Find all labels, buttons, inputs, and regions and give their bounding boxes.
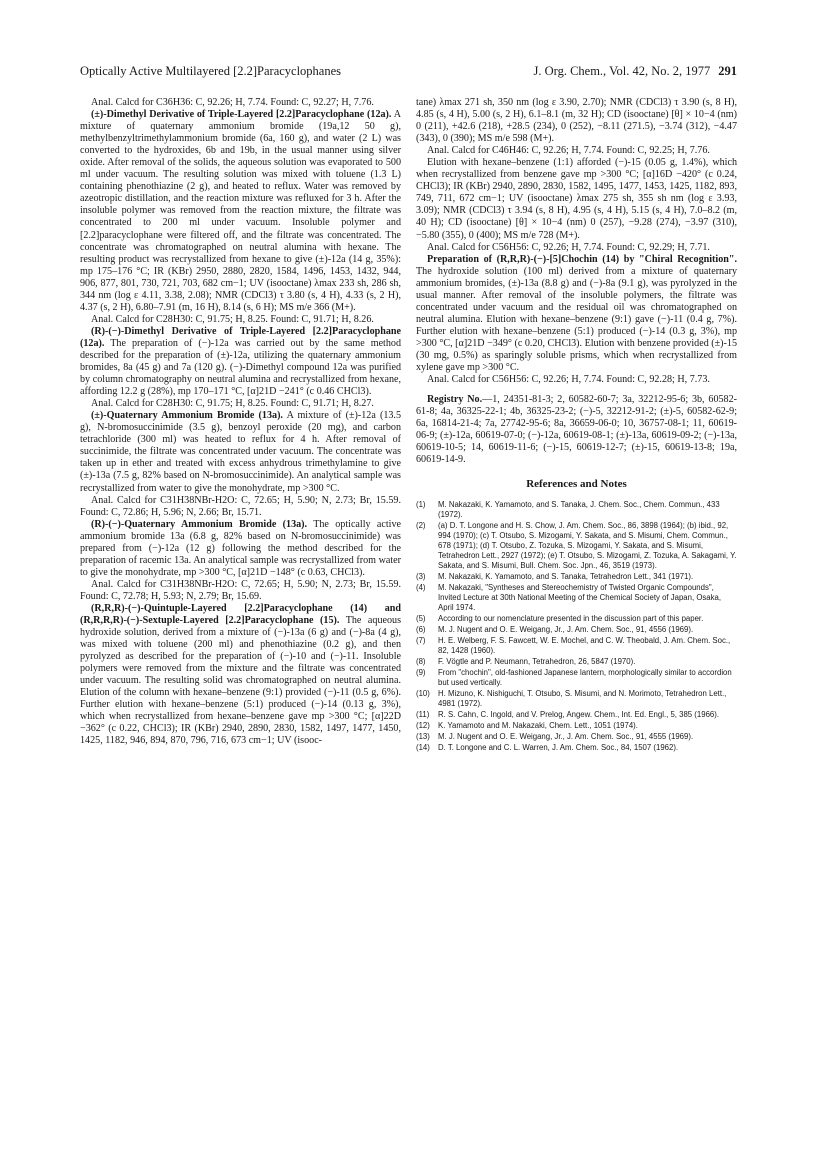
reference-number: (11) [416,710,430,720]
paragraph-text: The hydroxide solution (100 ml) derived from a mixture of quaternary ammonium bromides, (±)-13a (8.8 g) and (−)-8a (9.1 g), was pyrolyzed in the usual manner. After removal of the insoluble polymers, the filtrate was concentrated under vacuum and the residual oil was chromatographed on neutral alumina. Elution with hexane–benzene (9:1) gave (−)-11 (0.4 g, 7%). Further elution with hexane–benzene (5:1) produced (−)-14 (0.3 g, 3%), mp >300 °C, [α]21D −349° (c 0.20, CHCl3). Elution with benzene provided (±)-15 (30 mg, 0.5%) as sparingly soluble prisms, which when recrystallized from xylene gave mp >300 °C. [416,265,737,374]
paragraph-text: The aqueous hydroxide solution, derived from a mixture of (−)-13a (6 g) and (−)-8a (4 g), was mixed with toluene (200 ml) and phenothiazine (0.2 g), and then pyrolyzed as described for the preparation of (−)-10 and (−)-11. Insoluble polymers were removed from the mixture and the filtrate was concentrated under vacuum. The resulting solid was chromatographed on neutral alumina. Elution of the column with hexane–benzene (9:1) provided (−)-11 (0.5 g, 6%). Further elution with hexane–benzene (5:1) produced (−)-14 (0.13 g, 3%), which when recrystallized from hexane–benzene gave mp >300 °C; [α]22D −362° (c 0.22, CHCl3); IR (KBr) 2940, 2890, 2830, 1582, 1497, 1477, 1450, 1425, 1182, 946, 894, 870, 796, 716, 673 cm−1; UV (isooc- [80,615,401,747]
paragraph-text: Elution with hexane–benzene (1:1) afforded (−)-15 (0.05 g, 1.4%), which when recrystallized from benzene gave mp >300 °C; [α]16D −420° (c 0.24, CHCl3); IR (KBr) 2940, 2890, 2830, 1582, 1495, 1477, 1453, 1425, 1182, 893, 749, 711, 672 cm−1; UV (isooctane) λmax 275 sh, 355 sh nm (log ε 3.93, 3.09); NMR (CDCl3) τ 3.94 (s, 8 H), 4.95 (s, 4 H), 5.15 (s, 4 H), 7.0–8.2 (m, 40 H); CD (isooctane) [θ] × 10−4 (nm) 0 (257), −9.28 (274), −3.97 (310), −5.80 (355), 0 (400); MS m/e 728 (M+). [416,157,737,241]
reference-item [416,625,737,635]
paragraph [416,145,737,157]
paragraph [80,410,401,494]
registry-text: —1, 24351-81-3; 2, 60582-60-7; 3a, 32212-95-6; 3b, 60582-61-8; 4a, 36325-22-1; 4b, 36325-23-2; (−)-5, 32212-91-2; (±)-5, 60582-62-9; 6a, 16814-21-4; 7a, 27742-95-6; 8a, 36659-06-0; 10, 36757-08-1; 11, 60619-06-9; (±)-12a, 60619-07-0; (−)-12a, 60619-08-1; (±)-13a, 60619-09-2; (−)-13a, 60619-10-5; 14, 60619-11-6; (−)-15, 60619-12-7; (±)-15, 60619-13-8; 19a, 60619-14-9. [416,394,737,466]
references-list [416,500,737,753]
paragraph-text: Anal. Calcd for C28H30: C, 91.75; H, 8.25. Found: C, 91.71; H, 8.26. [91,313,374,325]
paragraph [80,495,401,519]
reference-text: D. T. Longone and C. L. Warren, J. Am. Chem. Soc., 84, 1507 (1962). [438,743,679,753]
paragraph [416,157,737,241]
reference-number: (13) [416,732,430,742]
reference-item [416,521,737,571]
reference-item [416,689,737,709]
reference-text: M. Nakazaki, "Syntheses and Stereochemistry of Twisted Organic Compounds", Invited Lecture at 30th National Meeting of the Chemical Society of Japan, Osaka, April 1974. [438,583,722,613]
reference-number: (2) [416,521,426,531]
paragraph-heading: (R)-(−)-Quaternary Ammonium Bromide (13a). [91,518,308,530]
reference-text: M. J. Nugent and O. E. Weigang, Jr., J. Am. Chem. Soc., 91, 4555 (1969). [438,732,694,742]
reference-item [416,657,737,667]
paragraph [416,242,737,254]
reference-number: (8) [416,657,426,667]
reference-text: R. S. Cahn, C. Ingold, and V. Prelog, Angew. Chem., Int. Ed. Engl., 5, 385 (1966). [438,710,719,720]
paragraph-text: Anal. Calcd for C31H38NBr-H2O: C, 72.65; H, 5.90; N, 2.73; Br, 15.59. Found: C, 72.86; H, 5.96; N, 2.66; Br, 15.71. [80,494,401,518]
paragraph [416,374,737,386]
paragraph-heading: (R,R,R)-(−)-Quintuple-Layered [2.2]Paracyclophane (14) and (R,R,R,R)-(−)-Sextuple-Layered [2.2]Paracyclophane (15). [80,602,401,627]
reference-text: F. Vögtle and P. Neumann, Tetrahedron, 26, 5847 (1970). [438,657,636,667]
paragraph [80,579,401,603]
paragraph [80,519,401,579]
paragraph [80,398,401,410]
right-column [416,97,737,1127]
paragraph-heading: Preparation of (R,R,R)-(−)-[5]Chochin (14) by "Chiral Recognition". [427,253,737,265]
reference-text: K. Yamamoto and M. Nakazaki, Chem. Lett., 1051 (1974). [438,721,638,731]
running-header [80,64,737,82]
paragraph-text: tane) λmax 271 sh, 350 nm (log ε 3.90, 2.70); NMR (CDCl3) τ 3.90 (s, 8 H), 4.85 (s, 4 H), 5.00 (s, 2 H), 6.1–8.1 (m, 32 H); CD (isooctane) [θ] × 10−4 (nm) 0 (211), +42.6 (218), +28.5 (234), 0 (252), −8.11 (271.5), −3.74 (312), −4.47 (343), 0 (390); MS m/e 598 (M+). [416,97,737,145]
left-column [80,97,401,1127]
paragraph-text: Anal. Calcd for C46H46: C, 92.26; H, 7.74. Found: C, 92.25; H, 7.76. [427,145,710,157]
reference-item [416,583,737,613]
reference-item [416,614,737,624]
reference-item [416,732,737,742]
paragraph [80,109,401,314]
reference-number: (6) [416,625,426,635]
page-number: 291 [718,64,737,78]
reference-item [416,500,737,520]
paragraph-text: Anal. Calcd for C28H30: C, 91.75; H, 8.25. Found: C, 91.71; H, 8.27. [91,398,374,410]
reference-item [416,721,737,731]
journal-citation [533,64,737,79]
paragraph-text: A mixture of quaternary ammonium bromide (19a,12 50 g), methylbenzyltrimethylammonium bromide (6a, 160 g), and water (2 L) was converted to the hydroxides, 6b and 19b, in the usual manner using silver oxide. After removal of the solids, the aqueous solution was evaporated to 500 ml under vacuum. The resulting solution was mixed with toluene (1.3 L) containing phenothiazine (2 g), and heated to reflux. Water was removed by azeotropic distillation, and the reaction mixture was refluxed for 3 h. After the insoluble polymer was removed from the reaction mixture, the filtrate was concentrated to 200 ml under vacuum. Insoluble polymer and [2.2]paracyclophane were filtered off, and the filtrate was concentrated. The concentrate was chromatographed on neutral alumina with hexane. The resulting product was recrystallized from hexane to give (±)-12a (14 g, 35%): mp 175–176 °C; IR (KBr) 2950, 2880, 2820, 1584, 1496, 1453, 1432, 944, 906, 877, 801, 730, 721, 703, 682 cm−1; UV (isooctane) λmax 233 sh, 286 sh, 344 nm (log ε 4.11, 3.38, 2.08); NMR (CDCl3) τ 3.80 (s, 4 H), 4.33 (s, 2 H), 4.37 (s, 2 H), 6.80–7.91 (m, 16 H), 8.14 (s, 6 H); MS m/e 366 (M+). [80,109,401,313]
paragraph [80,603,401,748]
reference-item [416,710,737,720]
paragraph [416,97,737,145]
journal-name: J. Org. Chem., Vol. 42, No. 2, 1977 [533,64,711,78]
paragraph-text: A mixture of (±)-12a (13.5 g), N-bromosuccinimide (3.5 g), benzoyl peroxide (20 mg), and carbon tetrachloride (300 ml) was heated to reflux for 4 h. After removal of succinimide, the filtrate was concentrated under vacuum. The concentrate was taken up in ether and treated with excess anhydrous trimethylamine to give (±)-13a (7.5 g, 82% based on N-bromosuccinimide). An analytical sample was recrystallized from water to give the monohydrate, mp >300 °C. [80,410,401,494]
reference-text: M. Nakazaki, K. Yamamoto, and S. Tanaka, J. Chem. Soc., Chem. Commun., 433 (1972). [438,500,720,520]
reference-number: (3) [416,572,426,582]
registry-numbers [416,394,737,466]
reference-item [416,668,737,688]
reference-text: From "chochin", old-fashioned Japanese lantern, morphologically similar to accordion but used vertically. [438,668,732,688]
reference-text: According to our nomenclature presented in the discussion part of this paper. [438,614,704,624]
reference-number: (4) [416,583,426,593]
reference-text: M. Nakazaki, K. Yamamoto, and S. Tanaka, Tetrahedron Lett., 341 (1971). [438,572,694,582]
paragraph-text: Anal. Calcd for C56H56: C, 92.26; H, 7.74. Found: C, 92.28; H, 7.73. [427,374,710,386]
running-title: Optically Active Multilayered [2.2]Paracyclophanes [80,64,342,78]
reference-text: H. E. Welberg, F. S. Fawcett, W. E. Mochel, and C. W. Theobald, J. Am. Chem. Soc., 82, 1428 (1960). [438,636,731,656]
reference-number: (1) [416,500,426,510]
paragraph-heading: (R)-(−)-Dimethyl Derivative of Triple-Layered [2.2]Paracyclophane (12a). [80,325,401,349]
paragraph [416,254,737,374]
reference-text: M. J. Nugent and O. E. Weigang, Jr., J. Am. Chem. Soc., 91, 4556 (1969). [438,625,694,635]
paragraph [80,314,401,326]
paragraph-heading: (±)-Dimethyl Derivative of Triple-Layered [2.2]Paracyclophane (12a). [91,109,392,121]
paragraph-text: Anal. Calcd for C31H38NBr-H2O: C, 72.65; H, 5.90; N, 2.73; Br, 15.59. Found: C, 72.78; H, 5.93; N, 2.79; Br, 15.69. [80,578,401,602]
reference-item [416,572,737,582]
reference-number: (14) [416,743,430,753]
registry-heading: Registry No. [427,394,483,406]
reference-text: (a) D. T. Longone and H. S. Chow, J. Am. Chem. Soc., 86, 3898 (1964); (b) ibid., 92, 994 (1970); (c) T. Otsubo, S. Mizogami, Y. Sakata, and S. Misumi, Chem. Commun., 678 (1971); (d) T. Otsubo, Z. Tozuka, S. Mizogami, Y. Sakata, and S. Misumi, Tetrahedron Lett., 2927 (1972); (e) T. Otsubo, S. Mizogami, Z. Tozuka, A. Sakagami, Y. Sakata, and S. Misumi, Bull. Chem. Soc. Jpn., 46, 3519 (1973). [438,521,737,571]
reference-item [416,636,737,656]
reference-number: (7) [416,636,426,646]
reference-number: (5) [416,614,426,624]
reference-number: (10) [416,689,430,699]
reference-number: (12) [416,721,430,731]
references-heading: References and Notes [526,478,627,491]
paragraph-heading: (±)-Quaternary Ammonium Bromide (13a). [91,410,283,422]
paragraph-text: Anal. Calcd for C36H36: C, 92.26; H, 7.74. Found: C, 92.27; H, 7.76. [91,97,374,108]
reference-text: H. Mizuno, K. Nishiguchi, T. Otsubo, S. Misumi, and N. Morimoto, Tetrahedron Lett., 4981 (1972). [438,689,727,709]
reference-item [416,743,737,753]
reference-number: (9) [416,668,426,678]
paragraph [80,326,401,398]
paragraph-text: The preparation of (−)-12a was carried out by the same method described for the preparation of (±)-12a, utilizing the quaternary ammonium bromides, 8a (45 g) and 7a (120 g). (−)-Dimethyl compound 12a was purified by column chromatography on neutral alumina and recrystallized from hexane, affording 12.2 g (28%), mp 170–171 °C, [α]21D −241° (c 0.46 CHCl3). [80,337,401,398]
paragraph-text: Anal. Calcd for C56H56: C, 92.26; H, 7.74. Found: C, 92.29; H, 7.71. [427,241,710,253]
paragraph-text: The optically active ammonium bromide 13a (6.8 g, 82% based on N-bromosuccinimide) was prepared from (−)-12a (12 g) following the method described for the preparation of racemic 13a. An analytical sample was recrystallized from water to give the monohydrate, mp >300 °C, [α]21D −148° (c 0.63, CHCl3). [80,518,401,578]
paragraph [80,97,401,109]
